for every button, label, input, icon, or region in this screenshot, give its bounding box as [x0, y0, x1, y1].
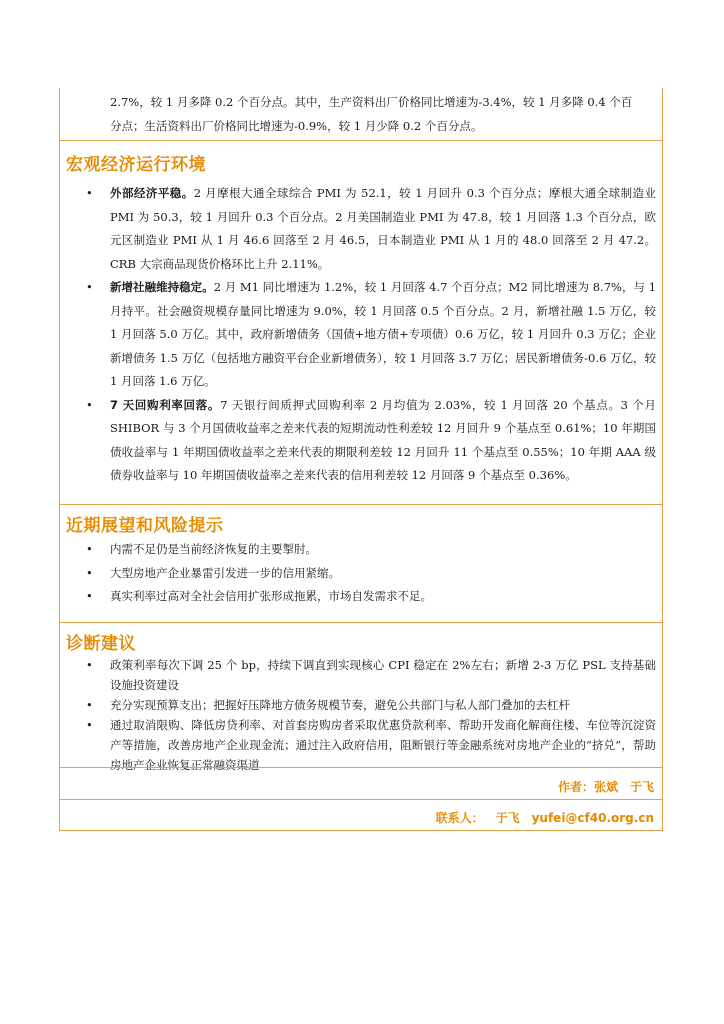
item-text: 充分实现预算支出；把握好压降地方债务规模节奏，避免公共部门与私人部门叠加的去杠杆 — [110, 698, 570, 712]
item-text: 政策利率每次下调 25 个 bp，持续下调直到实现核心 CPI 稳定在 2%左右；新增 2-3 万亿 PSL 支持基础设施投资建设 — [110, 658, 656, 692]
bullet-icon: • — [86, 718, 93, 732]
contact-label: 联系人： — [435, 811, 484, 825]
advice-section — [60, 622, 662, 772]
author-second: 于飞 — [629, 780, 654, 794]
bullet-icon: • — [86, 280, 93, 294]
bullet-icon: • — [86, 658, 93, 672]
item-text: 通过取消限购、降低房贷利率、对首套房购房者采取优惠贷款利率、帮助开发商化解商住楼、车位等沉淀资产等措施，改善房地产企业现金流；通过注入政府信用，阻断银行等金融系统对房地产企业的“挤兑”，帮助房地产企业恢复正常融资渠道 — [110, 718, 656, 772]
item-text: 内需不足仍是当前经济恢复的主要掣肘。 — [110, 542, 317, 556]
outlook-item — [60, 585, 662, 609]
item-text: 大型房地产企业暴雷引发进一步的信用紧缩。 — [110, 565, 340, 580]
macro-heading: 宏观经济运行环境 — [66, 155, 206, 175]
bullet-icon: • — [86, 698, 93, 712]
author-row — [60, 767, 662, 800]
outlook-section — [60, 504, 662, 623]
macro-list — [60, 182, 662, 488]
item-text: 7 天银行间质押式回购利率 2 月均值为 2.03%，较 1 月回落 20 个基点。3 个月 SHIBOR 与 3 个月国债收益率之差来代表的短期流动性利差较 12 月回升 9 个基点至 0.61%；10 年期国债收益率与 1 年期国债收益率之差来代表的期限利差较 12 月回升 11 个基点至 0.55%；10 年期 AAA 级债券收益率与 10 年期国债收益率之差来代表的信用利差较 12 月回落 9 个基点至 0.36%。 — [110, 397, 656, 482]
advice-list — [60, 655, 662, 775]
item-text: 2 月 M1 同比增速为 1.2%，较 1 月回落 4.7 个百分点；M2 同比增速为 8.7%，与 1 月持平。社会融资规模存量同比增速为 9.0%，较 1 月回落 0.5 个百分点。2 月，新增社融 1.5 万亿，较 1 月回落 5.0 万亿。其中，政府新增债务（国债+地方债+专项债）0.6 万亿，较 1 月回升 0.3 万亿；企业新增债务 1.5 万亿（包括地方融资平台企业新增债务），较 1 月回落 3.7 万亿；居民新增债务-0.6 万亿，较 1 月回落 1.6 万亿。 — [110, 280, 657, 388]
outlook-list — [60, 538, 662, 609]
macro-section — [60, 140, 662, 557]
outlook-item — [60, 562, 662, 586]
outlook-item — [60, 538, 662, 562]
bullet-icon: • — [86, 542, 93, 556]
report-frame — [59, 88, 663, 831]
intro-line-1: 2.7%，较 1 月多降 0.2 个百分点。其中，生产资料出厂价格同比增速为-3.4%，较 1 月多降 0.4 个百 — [110, 95, 633, 109]
author-signature — [558, 778, 654, 795]
advice-item — [60, 695, 662, 715]
contact-row — [60, 799, 662, 832]
item-text: 2 月摩根大通全球综合 PMI 为 52.1，较 1 月回升 0.3 个百分点；摩根大通全球制造业 PMI 为 50.3，较 1 月回升 0.3 个百分点。2 月美国制造业 PMI 为 47.8，较 1 月回落 1.3 个百分点，欧元区制造业 PMI 从 1 月 46.6 回落至 2 月 46.5，日本制造业 PMI 从 1 月的 48.0 回落至 2 月 47.2。CRB 大宗商品现货价格环比上升 2.11%。 — [110, 186, 657, 271]
advice-item — [60, 655, 662, 695]
macro-item-financing — [60, 276, 662, 394]
macro-item-external — [60, 182, 662, 276]
item-title: 外部经济平稳。 — [110, 186, 194, 200]
advice-item — [60, 715, 662, 775]
bullet-icon: • — [86, 397, 93, 412]
bullet-icon: • — [86, 589, 93, 603]
contact-info — [436, 809, 654, 826]
bullet-icon: • — [86, 565, 93, 580]
item-title: 7 天回购利率回落。 — [110, 397, 221, 412]
intro-paragraph — [110, 91, 656, 138]
author-label: 作者：张斌 — [557, 780, 618, 794]
advice-heading: 诊断建议 — [66, 634, 136, 654]
bullet-icon: • — [86, 186, 93, 200]
item-text: 真实利率过高对全社会信用扩张形成拖累，市场自发需求不足。 — [110, 589, 432, 603]
contact-email[interactable]: yufei@cf40.org.cn — [531, 811, 654, 825]
outlook-heading: 近期展望和风险提示 — [66, 516, 224, 536]
item-title: 新增社融维持稳定。 — [110, 280, 214, 294]
contact-name: 于飞 — [495, 811, 520, 825]
macro-item-repo-rate — [60, 394, 662, 488]
intro-line-2: 分点；生活资料出厂价格同比增速为-0.9%，较 1 月少降 0.2 个百分点。 — [110, 118, 483, 133]
